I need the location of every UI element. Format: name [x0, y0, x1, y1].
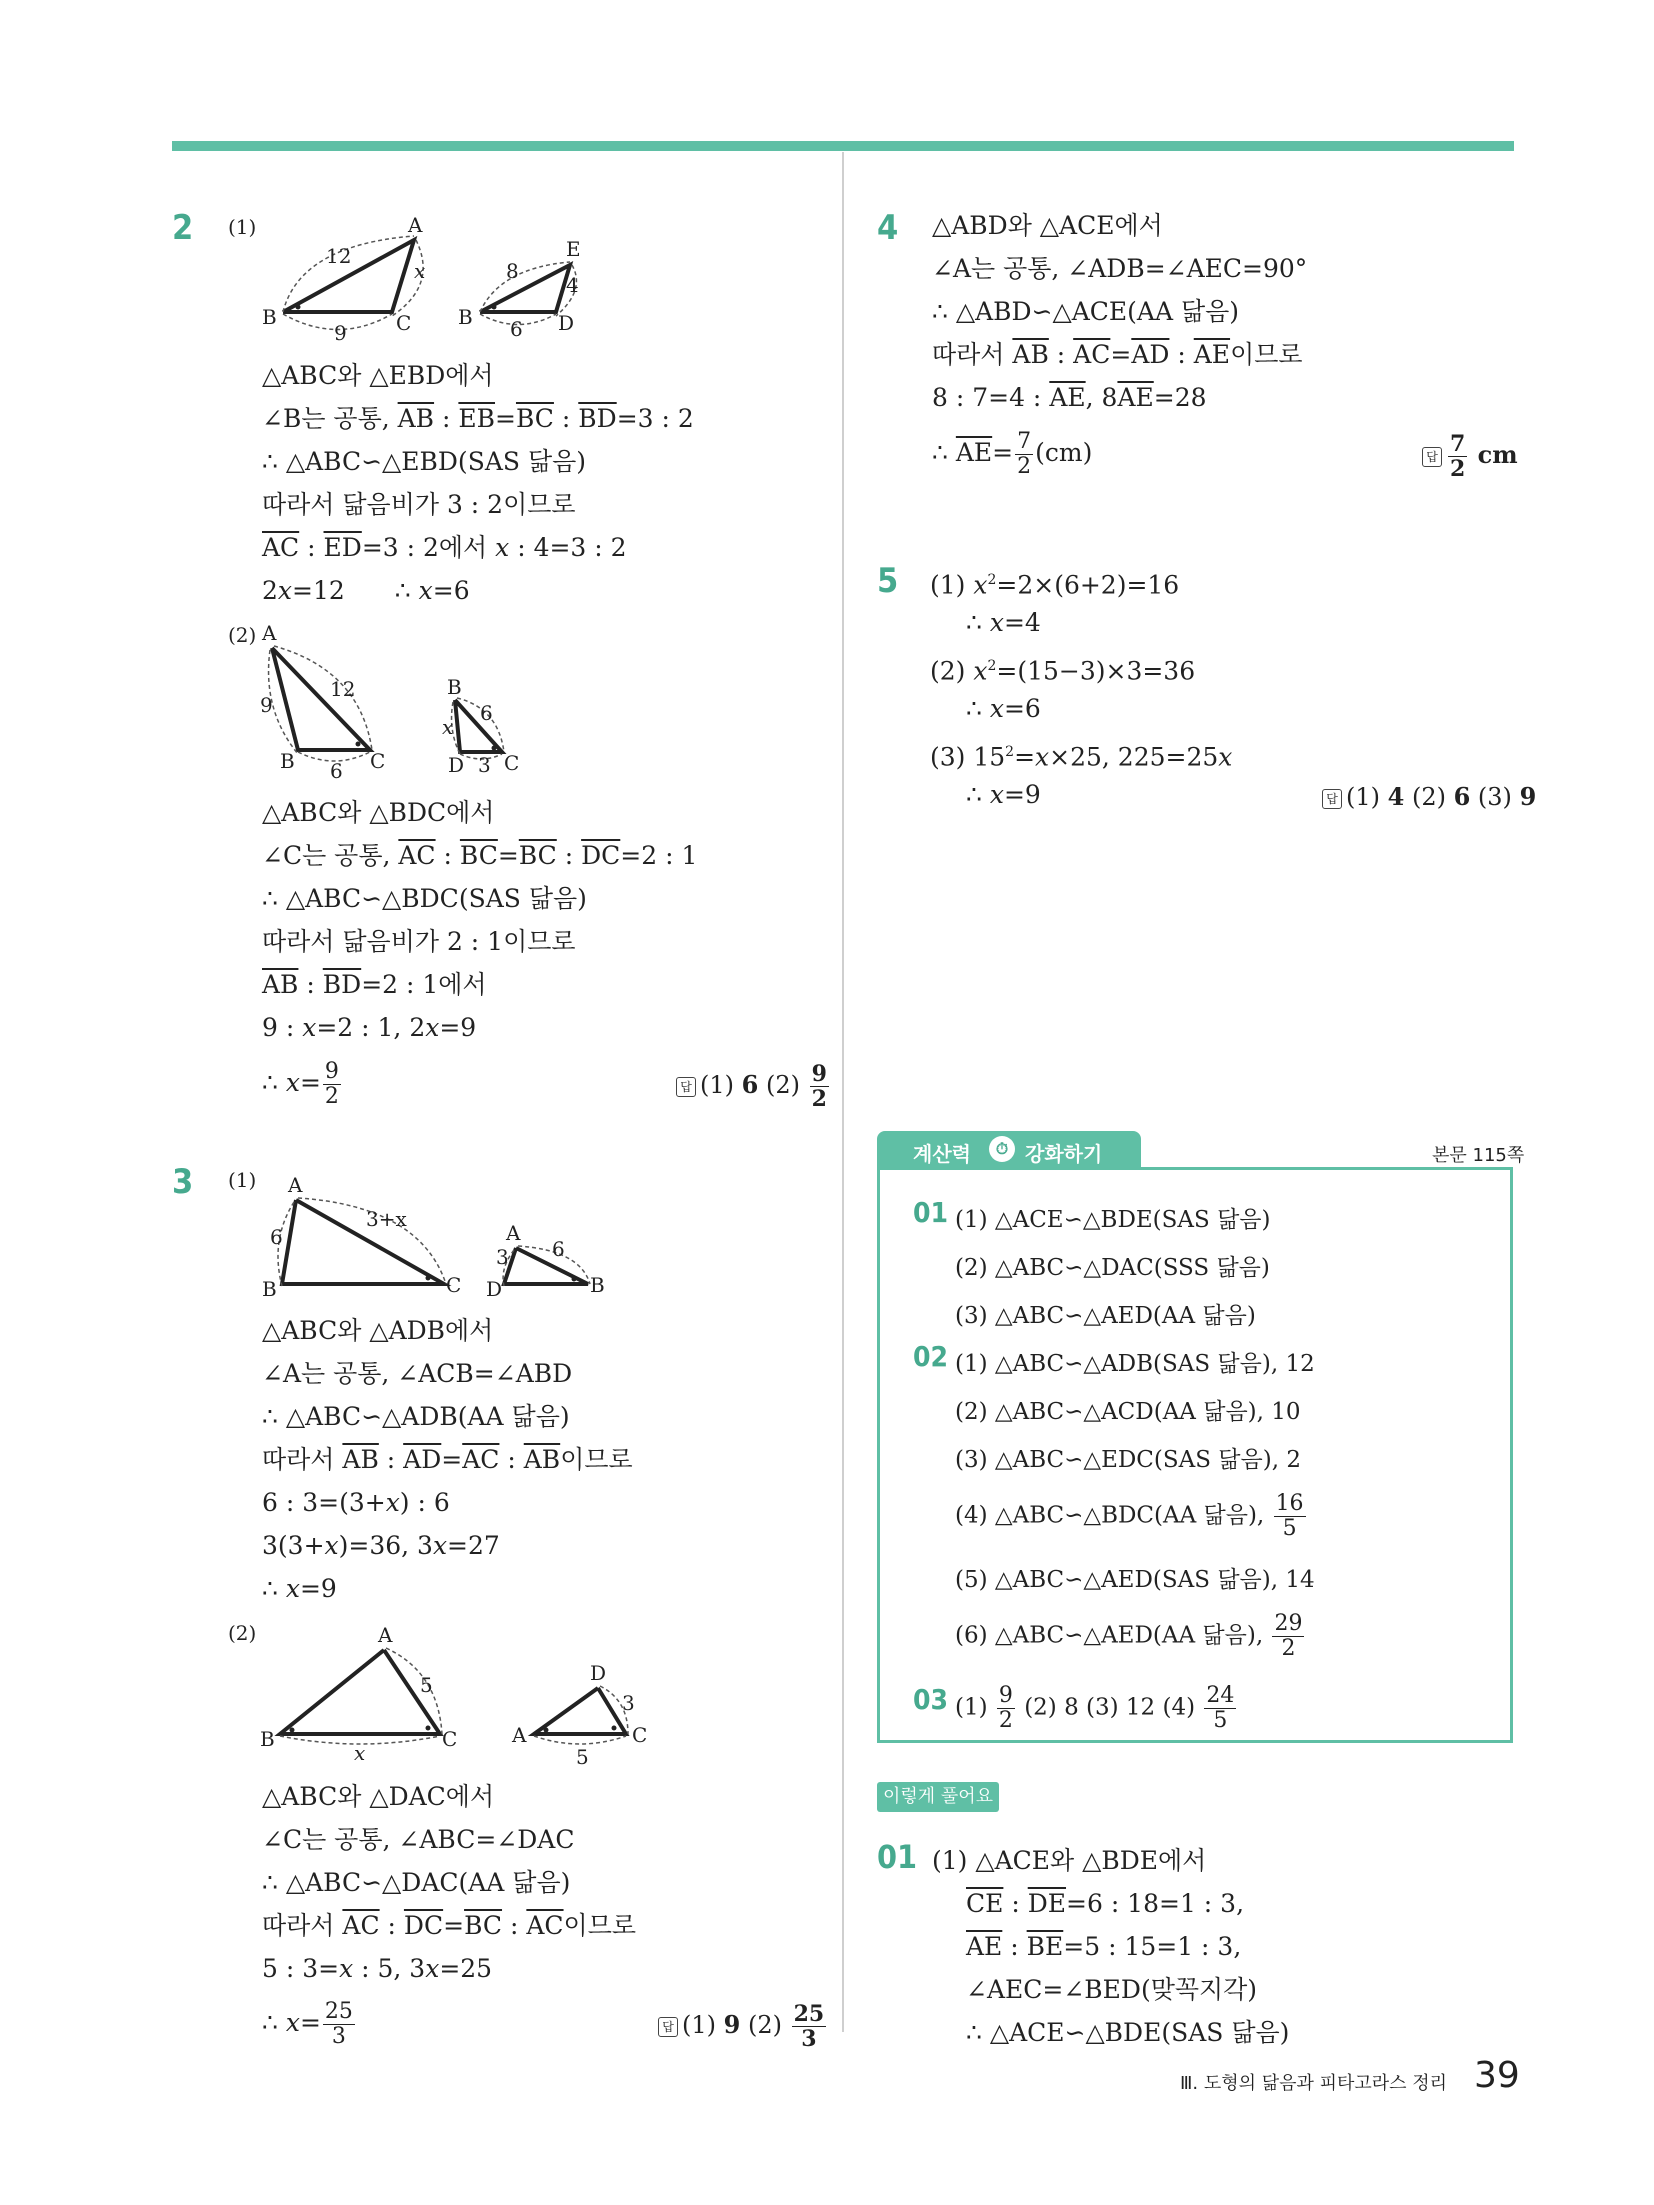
side-label: 8: [506, 259, 519, 283]
text-line: ∠C는 공통, ∠ABC=∠DAC: [262, 1825, 575, 1854]
text-line: ∴ x=9: [262, 1574, 337, 1603]
side-label: 9: [260, 693, 273, 717]
text-line: △ABC와 △DAC에서: [262, 1782, 495, 1811]
section-title: 강화하기: [1025, 1142, 1103, 1166]
text-line: $\overline{AC}$ : $\overline{ED}=3$ : 2에서 x : 4=3 : 2: [262, 533, 627, 562]
box-line: (6) △ABC∽△AED(AA 닮음), $\frac{29}{2}$: [955, 1611, 1303, 1661]
vertex-label: C: [396, 311, 412, 335]
problem-number: 4: [877, 208, 899, 248]
subproblem-label: (2): [228, 623, 257, 647]
answer-icon: 답: [676, 1077, 696, 1097]
page-reference: 본문 115쪽: [1432, 1145, 1525, 1166]
vertex-label: E: [566, 237, 581, 261]
subproblem-label: (2): [228, 1621, 257, 1645]
text-line: △ABC와 △ADB에서: [262, 1316, 494, 1345]
side-label: 6: [480, 701, 493, 725]
text-line: ∴ △ABC∽△EBD(SAS 닮음): [262, 447, 586, 476]
vertex-label: B: [262, 305, 277, 329]
subproblem-label: (1): [228, 1168, 257, 1192]
vertex-label: A: [512, 1723, 527, 1747]
text-line: (3) $15^2=x\times 25$, 225=25x: [930, 742, 1233, 772]
answer: 답 (1) 4 (2) 6 (3) 9: [1322, 782, 1536, 811]
vertex-label: A: [288, 1173, 303, 1197]
text-line: 따라서 닮음비가 2 : 1이므로: [262, 927, 576, 956]
top-accent-bar: [172, 141, 1514, 151]
side-label: 3: [478, 753, 491, 777]
item-number: 02: [913, 1340, 949, 1373]
vertex-label: A: [506, 1221, 521, 1245]
text-line: 5 : 3=x : 5, 3x=25: [262, 1954, 493, 1983]
side-label: 4: [566, 273, 579, 297]
text-line: ∠A는 공통, ∠ADB=∠AEC=90°: [932, 254, 1308, 283]
box-line: (4) △ABC∽△BDC(AA 닮음), $\frac{16}{5}$: [955, 1491, 1304, 1541]
box-line: (2) △ABC∽△ACD(AA 닮음), 10: [955, 1399, 1301, 1425]
vertex-label: D: [448, 753, 465, 777]
vertex-label: C: [632, 1723, 648, 1747]
problem-number: 3: [172, 1162, 194, 1202]
side-label: 12: [330, 677, 356, 701]
box-line: (5) △ABC∽△AED(SAS 닮음), 14: [955, 1567, 1315, 1593]
vertex-label: A: [262, 621, 277, 645]
side-label: x: [354, 1741, 366, 1765]
text-line: ∴ △ABC∽△ADB(AA 닮음): [262, 1402, 570, 1431]
box-line: (1) △ABC∽△ADB(SAS 닮음), 12: [955, 1351, 1315, 1377]
text-line: ∠A는 공통, ∠ACB=∠ABD: [262, 1359, 573, 1388]
answer: 답 $\frac{7}{2}$ cm: [1422, 432, 1518, 481]
vertex-label: C: [370, 749, 386, 773]
text-line: △ABC와 △EBD에서: [262, 361, 494, 390]
subproblem-label: (1): [228, 215, 257, 239]
vertex-label: C: [504, 751, 520, 775]
text-line: ∠AEC=∠BED(맞꼭지각): [966, 1975, 1258, 2004]
vertex-label: B: [260, 1727, 275, 1751]
problem-number: 5: [877, 561, 899, 601]
side-label: 6: [510, 317, 523, 341]
text-line: $\overline{AB}$ : $\overline{BD}=2$ : 1에서: [262, 970, 487, 999]
side-label: 5: [420, 1673, 433, 1697]
vertex-label: C: [446, 1273, 462, 1297]
side-label: 6: [330, 759, 343, 783]
column-divider: [842, 152, 844, 2032]
text-line: ∴ △ABD∽△ACE(AA 닮음): [932, 297, 1240, 326]
text-line: 8 : 7=4 : $\overline{AE}$, $8\overline{AE}=28$: [932, 383, 1207, 412]
text-line: ∴ △ACE∽△BDE(SAS 닮음): [966, 2018, 1290, 2047]
vertex-label: B: [280, 749, 295, 773]
section-tab: [877, 1131, 1141, 1169]
problem-number: 2: [172, 208, 194, 248]
text-line: ∠B는 공통, $\overline{AB}$ : $\overline{EB}=\overline{BC}$ : $\overline{BD}=3$ : 2: [262, 404, 694, 433]
text-line: 따라서 닮음비가 3 : 2이므로: [262, 490, 576, 519]
vertex-label: B: [458, 305, 473, 329]
text-line: ∴ △ABC∽△DAC(AA 닮음): [262, 1868, 571, 1897]
item-number: 03: [913, 1683, 949, 1716]
text-line: 2x=12 ∴ x=6: [262, 576, 470, 605]
side-label: 3+x: [366, 1207, 407, 1231]
vertex-label: B: [262, 1277, 277, 1301]
side-label: 3: [496, 1245, 509, 1269]
text-line: $\overline{CE}$ : $\overline{DE}=6$ : 18=1 : 3,: [966, 1889, 1245, 1918]
text-line: ∴ x= $\frac{9}{2}$: [262, 1059, 339, 1109]
box-line: (3) △ABC∽△AED(AA 닮음): [955, 1303, 1256, 1329]
text-line: ∴ x= $\frac{25}{3}$: [262, 1999, 353, 2049]
vertex-label: D: [558, 311, 575, 335]
text-line: ∴ $\overline{AE}=$ $\frac{7}{2}$ (cm): [932, 429, 1093, 479]
box-line: (2) △ABC∽△DAC(SSS 닮음): [955, 1255, 1270, 1281]
side-label: x: [442, 715, 454, 739]
text-line: (1) $x^2=2\times(6+2)=16$: [930, 570, 1180, 600]
vertex-label: B: [447, 675, 462, 699]
vertex-label: A: [378, 1623, 393, 1647]
side-label: 6: [552, 1237, 565, 1261]
text-line: ∴ △ABC∽△BDC(SAS 닮음): [262, 884, 587, 913]
text-line: $\overline{AE}$ : $\overline{BE}=5$ : 15=1 : 3,: [966, 1932, 1242, 1961]
text-line: (2) $x^2=(15-3)\times 3=36$: [930, 656, 1196, 686]
text-line: 9 : x=2 : 1, 2x=9: [262, 1013, 477, 1042]
answer-icon: 답: [658, 2017, 678, 2037]
solution-tag: 이렇게 풀어요: [877, 1782, 999, 1812]
vertex-label: D: [486, 1277, 503, 1301]
text-line: 따라서 $\overline{AB}$ : $\overline{AC}=\overline{AD}$ : $\overline{AE}$이므로: [932, 340, 1303, 369]
text-line: (1) △ACE와 △BDE에서: [932, 1846, 1207, 1875]
box-line: (3) △ABC∽△EDC(SAS 닮음), 2: [955, 1447, 1301, 1473]
stopwatch-icon: ⏱: [989, 1136, 1015, 1162]
side-label: 5: [576, 1745, 589, 1769]
side-label: 12: [326, 244, 352, 268]
text-line: 따라서 $\overline{AC}$ : $\overline{DC}=\overline{BC}$ : $\overline{AC}$이므로: [262, 1911, 636, 1940]
text-line: 3(3+x)=36, 3x=27: [262, 1531, 500, 1560]
side-label: 3: [622, 1691, 635, 1715]
text-line: △ABD와 △ACE에서: [932, 211, 1163, 240]
text-line: ∴ x=6: [966, 694, 1041, 723]
answer-icon: 답: [1422, 447, 1442, 467]
text-line: ∠C는 공통, $\overline{AC}$ : $\overline{BC}=\overline{BC}$ : $\overline{DC}=2$ : 1: [262, 841, 698, 870]
side-label: 6: [270, 1225, 283, 1249]
side-label: x: [414, 259, 426, 283]
vertex-label: B: [590, 1273, 605, 1297]
page-number: 39: [1474, 2055, 1520, 2096]
side-label: 9: [334, 321, 347, 345]
answer: 답 (1) 9 (2) $\frac{25}{3}$: [658, 2002, 828, 2051]
vertex-label: D: [590, 1661, 607, 1685]
text-line: 6 : 3=(3+x) : 6: [262, 1488, 450, 1517]
text-line: 따라서 $\overline{AB}$ : $\overline{AD}=\overline{AC}$ : $\overline{AB}$이므로: [262, 1445, 633, 1474]
chapter-title: Ⅲ. 도형의 닮음과 피타고라스 정리: [1180, 2073, 1448, 2094]
box-line: (1) △ACE∽△BDE(SAS 닮음): [955, 1207, 1271, 1233]
item-number: 01: [913, 1196, 949, 1229]
solution-number: 01: [877, 1838, 918, 1876]
answer-icon: 답: [1322, 789, 1342, 809]
vertex-label: C: [442, 1727, 458, 1751]
section-title: 계산력: [913, 1142, 971, 1166]
text-line: ∴ x=9: [966, 780, 1041, 809]
text-line: △ABC와 △BDC에서: [262, 798, 495, 827]
text-line: ∴ x=4: [966, 608, 1041, 637]
vertex-label: A: [408, 213, 423, 237]
box-line: (1) $\frac{9}{2}$ (2) 8 (3) 12 (4) $\frac{24}{5}$: [955, 1683, 1235, 1733]
answer: 답 (1) 6 (2) $\frac{9}{2}$: [676, 1062, 831, 1111]
